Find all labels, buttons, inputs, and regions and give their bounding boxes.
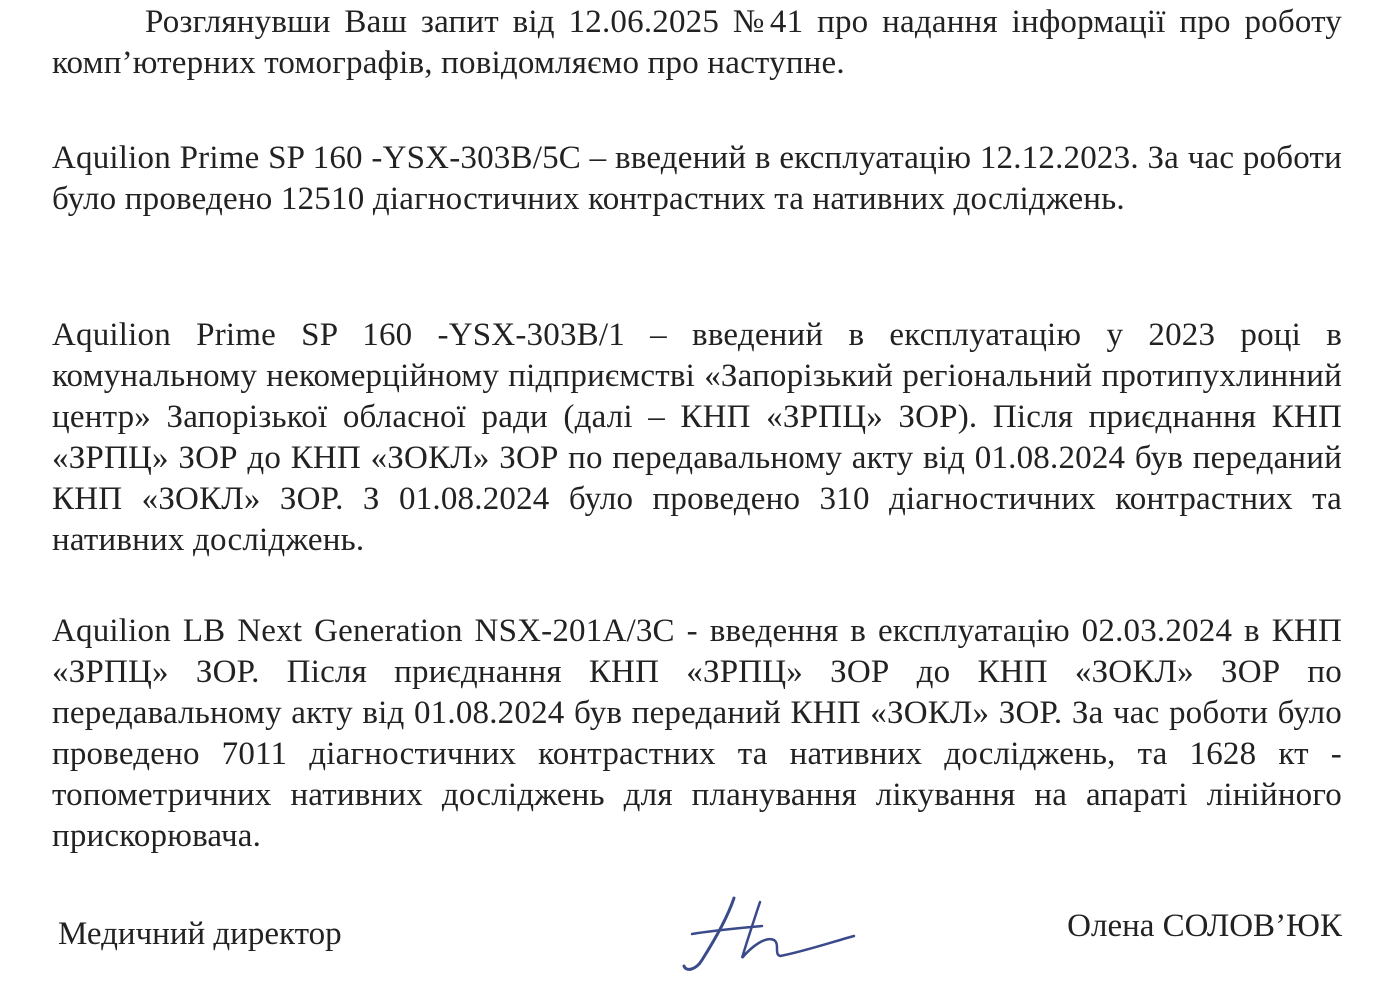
signatory-position: Медичний директор: [58, 916, 342, 952]
device-3-paragraph: Aquilion LB Next Generation NSX-201A/3C - введення в експлуатацію 02.03.2024 в КНП «ЗРПЦ» ЗОР. Після приєднання КНП «ЗРПЦ» ЗОР до КНП «ЗОКЛ» ЗОР по передавальному акту від 01.08.2024 був переданий КНП «ЗОКЛ» ЗОР. За час роботи було проведено 7011 діагностичних контрастних та нативних досліджень, та 1628 кт - топометричних нативних досліджень для планування лікування на апараті лінійного прискорювача.: [52, 613, 1342, 854]
signatory-name: Олена СОЛОВ’ЮК: [1067, 908, 1342, 944]
handwritten-signature: [662, 886, 862, 986]
intro-paragraph: Розглянувши Ваш запит від 12.06.2025 №41 про надання інформації про роботу комп’ютерних томографів, повідомляємо про наступне.: [52, 4, 1342, 81]
device-1-paragraph: Aquilion Prime SP 160 -YSX-303B/5C – введений в експлуатацію 12.12.2023. За час роботи було проведено 12510 діагностичних контрастних та нативних досліджень.: [52, 140, 1342, 217]
device-2-paragraph: Aquilion Prime SP 160 -YSX-303B/1 – введений в експлуатацію у 2023 році в комунальному некомерційному підприємстві «Запорізький регіональний протипухлинний центр» Запорізької обласної ради (далі – КНП «ЗРПЦ» ЗОР). Після приєднання КНП «ЗРПЦ» ЗОР до КНП «ЗОКЛ» ЗОР по передавальному акту від 01.08.2024 був переданий КНП «ЗОКЛ» ЗОР. З 01.08.2024 було проведено 310 діагностичних контрастних та нативних досліджень.: [52, 317, 1342, 558]
